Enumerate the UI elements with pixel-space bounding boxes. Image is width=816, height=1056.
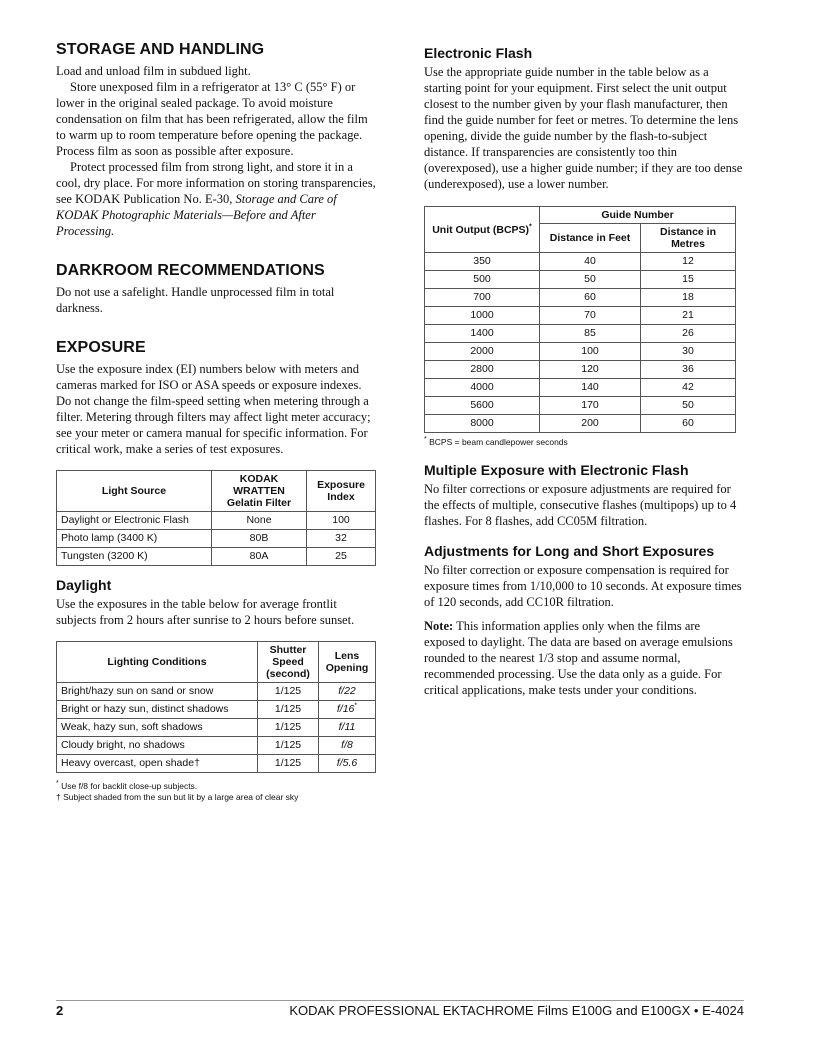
multiple-p1: No filter corrections or exposure adjustments are required for the effects of multiple, consecutive flashes (multipops) up to 4 flashes. For 8 flashes, add CC05M filtration. <box>424 482 737 528</box>
exposure-heading: EXPOSURE <box>56 339 146 356</box>
table-header: KODAK WRATTEN Gelatin Filter <box>212 471 307 512</box>
table-row: 700 60 18 <box>425 289 736 307</box>
table-row: Bright/hazy sun on sand or snow 1/125 f/22 <box>57 683 376 701</box>
storage-p3: Protect processed film from strong light, and store it in a cool, dry place. For more information on storing transparencies, see KODAK Publication No. E-30, Storage and Care of KODAK Photographic Materials—Before and After Processing. <box>56 160 376 238</box>
table-header: Lens Opening <box>319 642 376 683</box>
daylight-footnote-1: * Use f/8 for backlit close-up subjects. <box>56 780 198 791</box>
table-row: Bright or hazy sun, distinct shadows 1/125 f/16* <box>57 701 376 719</box>
table-row: 1400 85 26 <box>425 325 736 343</box>
darkroom-p1: Do not use a safelight. Handle unprocessed film in total darkness. <box>56 285 335 315</box>
table-header: Guide Number <box>540 207 736 224</box>
storage-p1: Load and unload film in subdued light. <box>56 64 251 78</box>
flash-p1: Use the appropriate guide number in the table below as a starting point for your equipment. First select the unit output closest to the number given by your flash manufacturer, then find the guide number for feet or metres. To determine the lens opening, divide the guide number by the flash-to-subject distance. If transparencies are consistently too thin (overexposed), use a higher guide number; if they are too dense (underexposed), use a lower number. <box>424 65 743 191</box>
adjust-note: Note: This information applies only when the films are exposed to daylight. The data are based on average emulsions rounded to the nearest 1/3 stop and assume normal, recommended processing. Use the data only as a guide. For critical applications, make tests under your conditions. <box>424 619 733 697</box>
darkroom-heading: DARKROOM RECOMMENDATIONS <box>56 262 325 279</box>
table-row: 8000 200 60 <box>425 415 736 433</box>
table-header: Lighting Conditions <box>57 642 258 683</box>
table-row: 2800 120 36 <box>425 361 736 379</box>
table-header: Light Source <box>57 471 212 512</box>
table-row: 5600 170 50 <box>425 397 736 415</box>
flash-footnote: * BCPS = beam candlepower seconds <box>424 436 568 447</box>
table-row: Daylight or Electronic Flash None 100 <box>57 512 376 530</box>
table-row: 2000 100 30 <box>425 343 736 361</box>
storage-p2: Store unexposed film in a refrigerator at 13° C (55° F) or lower in the original sealed package. To avoid moisture condensation on film that has been refrigerated, allow the film to warm up to room temperature before opening the package. Process film as soon as possible after exposure. <box>56 80 368 158</box>
table-header: Distance in Feet <box>540 224 641 253</box>
table-header: Unit Output (BCPS)* <box>425 207 540 253</box>
table-header: Exposure Index <box>307 471 376 512</box>
exposure-p1: Use the exposure index (EI) numbers below with meters and cameras marked for ISO or ASA speeds or exposure indexes. Do not change the film-speed setting when metering through a filter. Metering through filters may affect light meter accuracy; see your meter or camera manual for specific information. For critical work, make a series of test exposures. <box>56 362 371 456</box>
table-row: 500 50 15 <box>425 271 736 289</box>
footer-rule <box>56 1000 744 1001</box>
flash-heading: Electronic Flash <box>424 45 533 61</box>
table-row: 350 40 12 <box>425 253 736 271</box>
daylight-p1: Use the exposures in the table below for average frontlit subjects from 2 hours after sunrise to 2 hours before sunset. <box>56 597 355 627</box>
exposure-index-table <box>56 470 376 566</box>
multiple-heading: Multiple Exposure with Electronic Flash <box>424 462 689 478</box>
table-row: 1000 70 21 <box>425 307 736 325</box>
guide-number-table <box>424 206 736 433</box>
table-header: Distance in Metres <box>641 224 736 253</box>
storage-heading: STORAGE AND HANDLING <box>56 41 265 58</box>
footer-title: KODAK PROFESSIONAL EKTACHROME Films E100G and E100GX • E-4024 <box>289 1003 744 1018</box>
daylight-table <box>56 641 376 773</box>
left-column <box>56 40 376 803</box>
adjust-p1: No filter correction or exposure compensation is required for exposure times from 1/10,000 to 10 seconds. At exposure times of 120 seconds, add CC10R filtration. <box>424 563 742 609</box>
daylight-heading: Daylight <box>56 577 112 593</box>
table-row: Weak, hazy sun, soft shadows 1/125 f/11 <box>57 719 376 737</box>
table-row: Tungsten (3200 K) 80A 25 <box>57 548 376 566</box>
table-row: Heavy overcast, open shade† 1/125 f/5.6 <box>57 755 376 773</box>
page-number: 2 <box>56 1003 64 1018</box>
table-header: Shutter Speed (second) <box>258 642 319 683</box>
table-row: 4000 140 42 <box>425 379 736 397</box>
daylight-footnote-2: † Subject shaded from the sun but lit by a large area of clear sky <box>56 792 299 802</box>
table-row: Cloudy bright, no shadows 1/125 f/8 <box>57 737 376 755</box>
adjust-heading: Adjustments for Long and Short Exposures <box>424 543 715 559</box>
right-column <box>424 44 744 698</box>
table-row: Photo lamp (3400 K) 80B 32 <box>57 530 376 548</box>
